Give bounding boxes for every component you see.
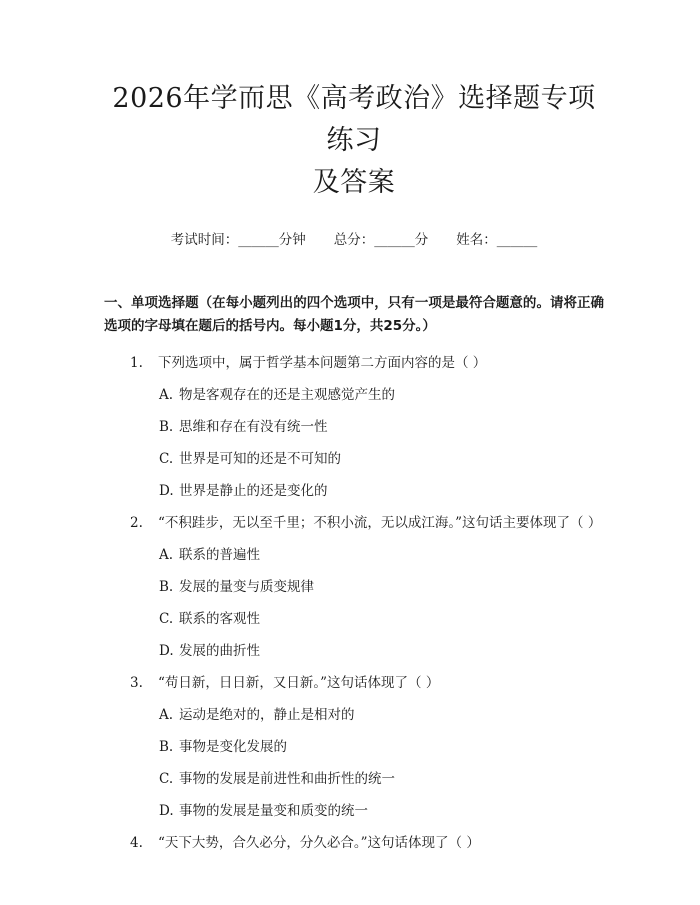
- option-b: [104, 576, 604, 599]
- option-text: 事物的发展是量变和质变的统一: [179, 803, 368, 819]
- option-text: 联系的客观性: [179, 611, 260, 627]
- option-text: 事物是变化发展的: [179, 739, 287, 755]
- question-text: 下列选项中，属于哲学基本问题第二方面内容的是（ ）: [158, 355, 487, 371]
- option-letter: D.: [159, 483, 174, 499]
- total-score: 总分：______分: [333, 232, 429, 248]
- question-2: [104, 512, 604, 663]
- exam-time: 考试时间：______分钟: [170, 232, 306, 248]
- title-line-2: 及答案: [312, 167, 396, 198]
- question-list: [104, 352, 604, 855]
- option-a: [104, 704, 604, 727]
- question-number: 1.: [130, 355, 143, 371]
- option-letter: C.: [159, 611, 174, 627]
- question-number: 3.: [130, 675, 143, 691]
- option-b: [104, 416, 604, 439]
- question-1: [104, 352, 604, 503]
- option-letter: A.: [159, 547, 174, 563]
- option-list: [104, 544, 604, 663]
- option-a: [104, 544, 604, 567]
- option-letter: B.: [159, 419, 174, 435]
- option-c: [104, 768, 604, 791]
- option-text: 事物的发展是前进性和曲折性的统一: [179, 771, 395, 787]
- question-text: “天下大势，合久必分，分久必合。”这句话体现了（ ）: [158, 835, 480, 851]
- option-letter: D.: [159, 803, 174, 819]
- option-letter: C.: [159, 451, 174, 467]
- section-heading: 一、单项选择题（在每小题列出的四个选项中，只有一项是最符合题意的。请将正确选项的字母填在题后的括号内。每小题1分，共25分。）: [104, 295, 604, 334]
- student-name: 姓名：______: [456, 232, 538, 248]
- option-list: [104, 384, 604, 503]
- option-letter: B.: [159, 579, 174, 595]
- option-c: [104, 608, 604, 631]
- option-list: [104, 704, 604, 823]
- exam-meta: [104, 228, 604, 248]
- option-text: 联系的普遍性: [179, 547, 260, 563]
- option-c: [104, 448, 604, 471]
- question-3: [104, 672, 604, 823]
- option-a: [104, 384, 604, 407]
- option-text: 发展的曲折性: [179, 643, 260, 659]
- option-letter: C.: [159, 771, 174, 787]
- option-text: 世界是静止的还是变化的: [179, 483, 328, 499]
- question-number: 4.: [130, 835, 143, 851]
- option-d: [104, 480, 604, 503]
- option-text: 运动是绝对的，静止是相对的: [179, 707, 355, 723]
- option-letter: B.: [159, 739, 174, 755]
- question-text: “不积跬步，无以至千里；不积小流，无以成江海。”这句话主要体现了（ ）: [158, 515, 602, 531]
- option-letter: A.: [159, 387, 174, 403]
- title-line-1: 2026年学而思《高考政治》选择题专项练习: [112, 83, 596, 156]
- option-text: 思维和存在有没有统一性: [179, 419, 328, 435]
- option-text: 物是客观存在的还是主观感觉产生的: [179, 387, 395, 403]
- option-text: 世界是可知的还是不可知的: [179, 451, 341, 467]
- document-title: [104, 78, 604, 204]
- question-number: 2.: [130, 515, 143, 531]
- option-text: 发展的量变与质变规律: [179, 579, 314, 595]
- option-d: [104, 800, 604, 823]
- question-stem: [104, 512, 604, 535]
- question-stem: [104, 672, 604, 695]
- question-stem: [104, 832, 604, 855]
- option-d: [104, 640, 604, 663]
- option-letter: D.: [159, 643, 174, 659]
- option-letter: A.: [159, 707, 174, 723]
- question-stem: [104, 352, 604, 375]
- question-4: [104, 832, 604, 855]
- option-b: [104, 736, 604, 759]
- question-text: “苟日新，日日新，又日新。”这句话体现了（ ）: [158, 675, 440, 691]
